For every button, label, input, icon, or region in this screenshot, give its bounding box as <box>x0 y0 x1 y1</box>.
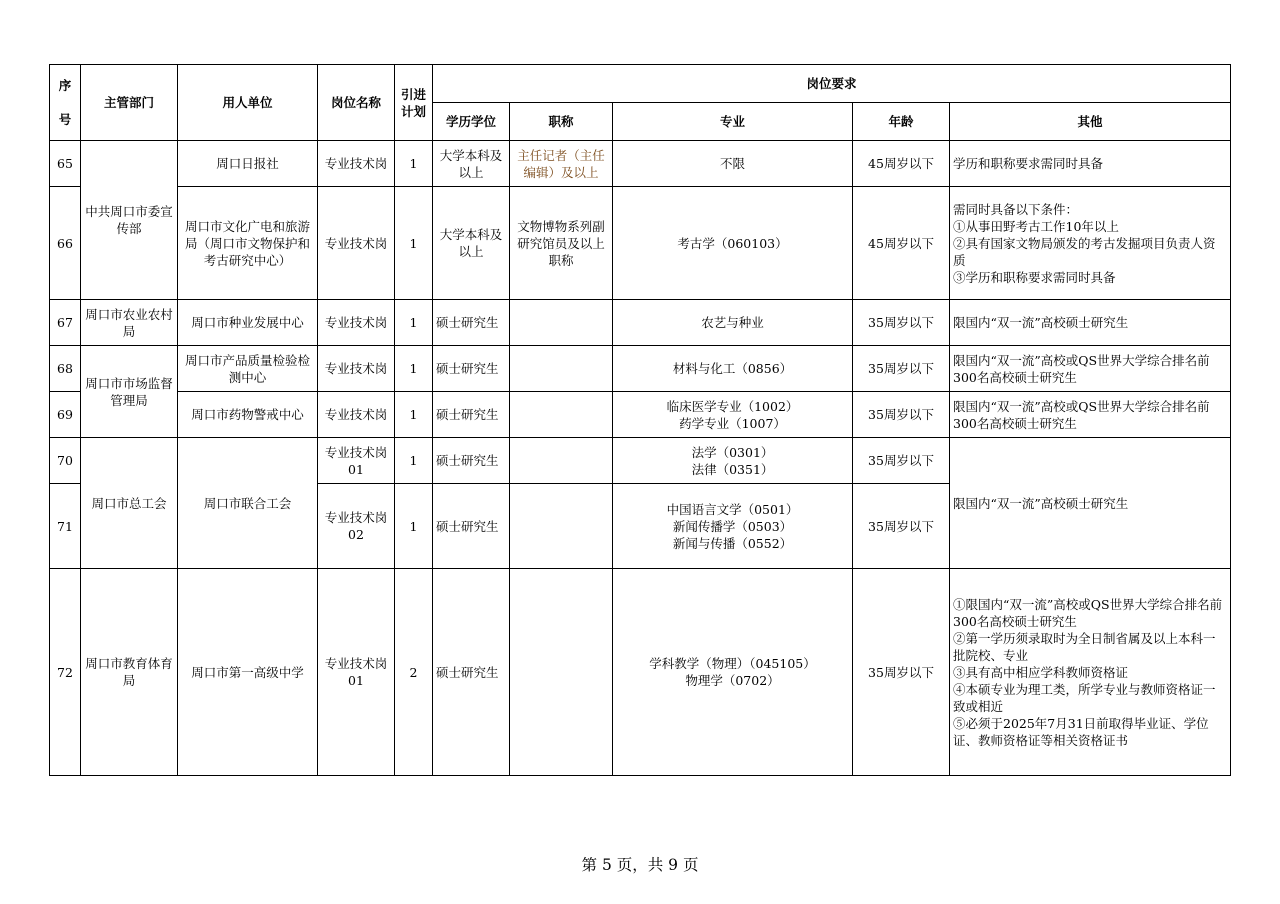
table-row: 66 周口市文化广电和旅游局（周口市文物保护和考古研究中心） 专业技术岗 1 大学本科及以上 文物博物系列副研究馆员及以上职称 考古学（060103） 45周岁以下 需同时具备以下条件： ①从事田野考古工作10年以上 ②具有国家文物局颁发的考古发掘项目负责人资质 ③学历和职称要求需同时具备 <box>50 187 1231 300</box>
col-seq: 序 号 <box>50 65 81 141</box>
col-age: 年龄 <box>853 103 950 141</box>
col-unit: 用人单位 <box>178 65 318 141</box>
table-row: 70 周口市总工会 周口市联合工会 专业技术岗01 1 硕士研究生 法学（0301） 法律（0351） 35周岁以下 限国内“双一流”高校硕士研究生 <box>50 438 1231 484</box>
col-title: 职称 <box>510 103 613 141</box>
col-other: 其他 <box>950 103 1231 141</box>
table-row: 65 中共周口市委宣传部 周口日报社 专业技术岗 1 大学本科及以上 主任记者（主任编辑）及以上 不限 45周岁以下 学历和职称要求需同时具备 <box>50 141 1231 187</box>
page-footer: 第 5 页，共 9 页 <box>581 856 699 874</box>
col-edu: 学历学位 <box>433 103 510 141</box>
recruitment-table <box>49 64 1231 776</box>
col-post: 岗位名称 <box>318 65 395 141</box>
table-row: 71 专业技术岗02 1 硕士研究生 中国语言文学（0501） 新闻传播学（0503） 新闻与传播（0552） 35周岁以下 <box>50 484 1231 569</box>
table-row: 67 周口市农业农村局 周口市种业发展中心 专业技术岗 1 硕士研究生 农艺与种业 35周岁以下 限国内“双一流”高校硕士研究生 <box>50 300 1231 346</box>
col-requirements: 岗位要求 <box>433 65 1231 103</box>
table-row: 72 周口市教育体育局 周口市第一高级中学 专业技术岗01 2 硕士研究生 学科教学（物理）（045105） 物理学（0702） 35周岁以下 ①限国内“双一流”高校或QS世界大学综合排名前300名高校硕士研究生 ②第一学历须录取时为全日制省属及以上本科一批院校、专业 ③具有高中相应学科教师资格证 ④本硕专业为理工类，所学专业与教师资格证一致或相近 ⑤必须于2025年7月31日前取得毕业证、学位证、教师资格证等相关资格证书 <box>50 569 1231 776</box>
col-dept: 主管部门 <box>81 65 178 141</box>
table-row: 68 周口市市场监督管理局 周口市产品质量检验检测中心 专业技术岗 1 硕士研究生 材料与化工（0856） 35周岁以下 限国内“双一流”高校或QS世界大学综合排名前300名高校硕士研究生 <box>50 346 1231 392</box>
table-row: 69 周口市药物警戒中心 专业技术岗 1 硕士研究生 临床医学专业（1002） 药学专业（1007） 35周岁以下 限国内“双一流”高校或QS世界大学综合排名前300名高校硕士研究生 <box>50 392 1231 438</box>
col-plan: 引进 计划 <box>395 65 433 141</box>
col-major: 专业 <box>613 103 853 141</box>
